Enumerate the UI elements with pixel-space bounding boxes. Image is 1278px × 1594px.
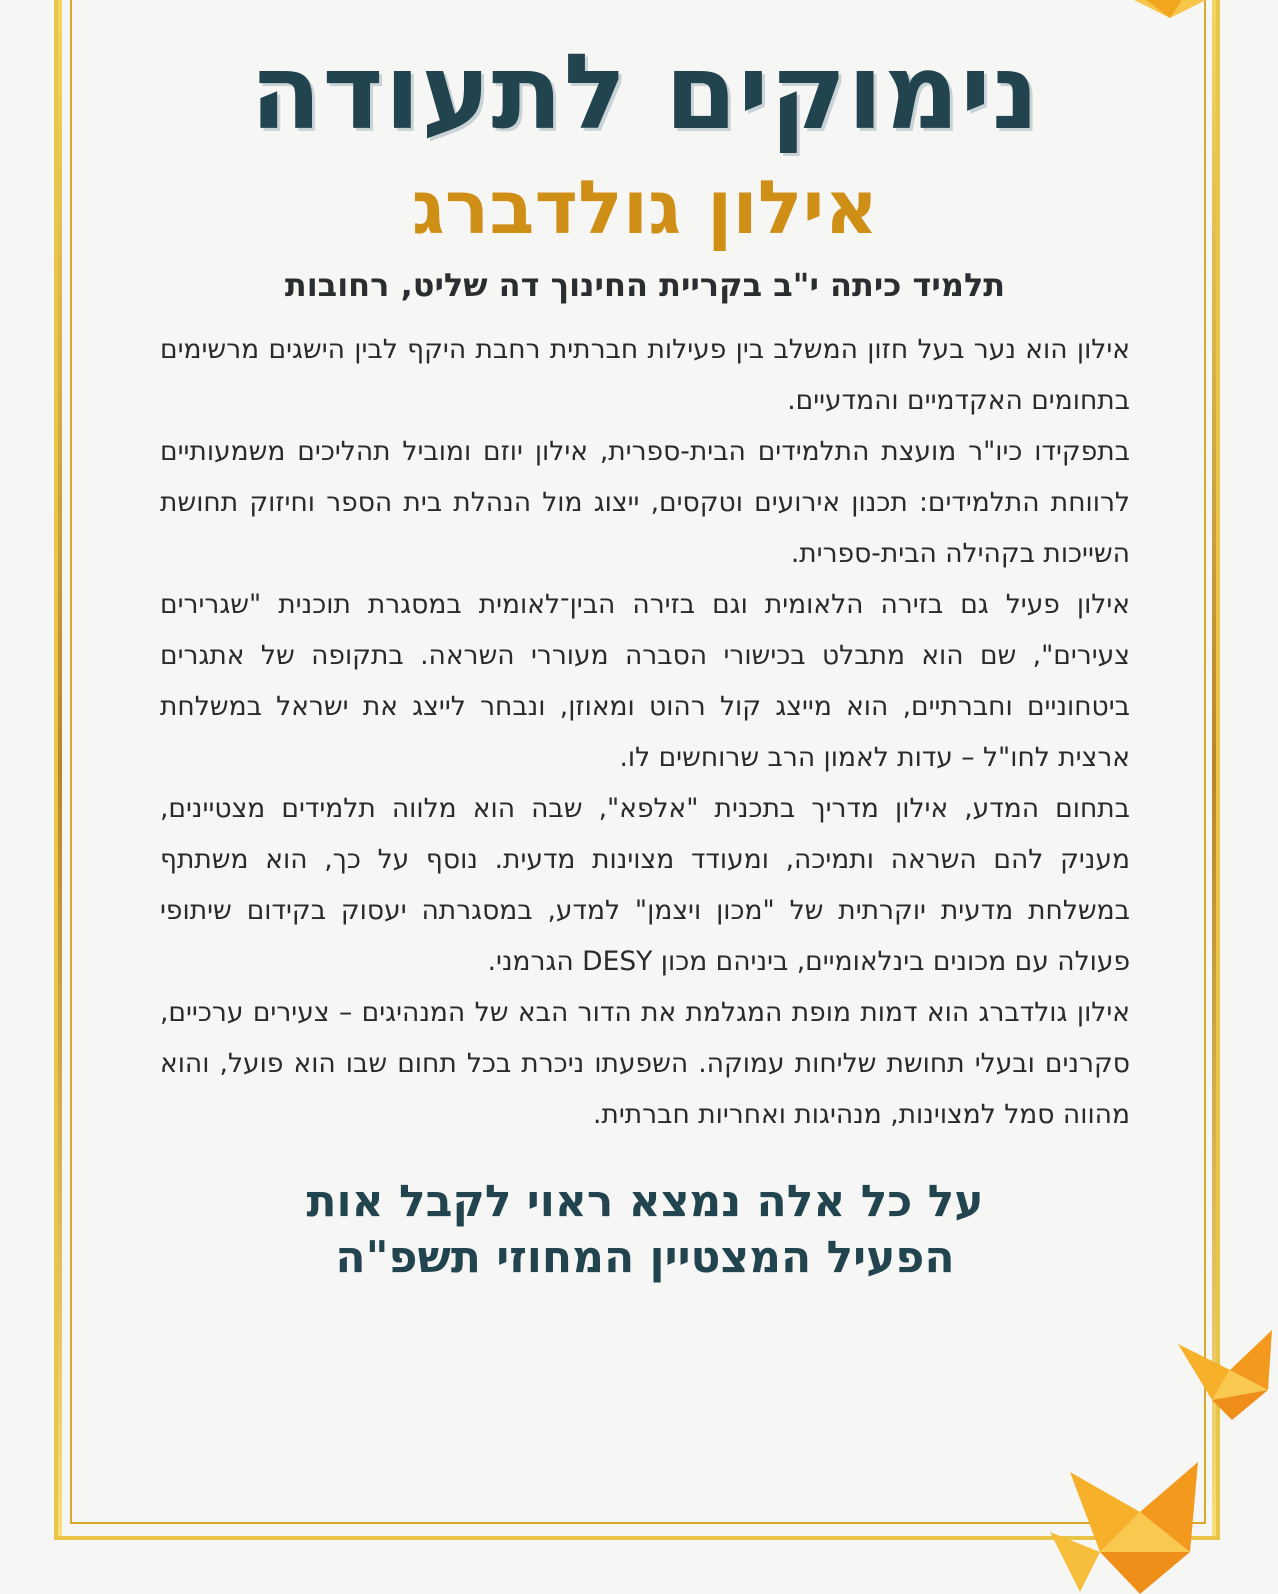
recipient-subtitle: תלמיד כיתה י"ב בקריית החינוך דה שליט, רחובות	[284, 266, 1006, 304]
closing-line-1: על כל אלה נמצא ראוי לקבל אות	[306, 1176, 984, 1227]
frame-shading-left	[58, 0, 62, 1536]
body-paragraph: אילון פעיל גם בזירה הלאומית וגם בזירה הבין־לאומית במסגרת תוכנית "שגרירים צעירים", שם הוא מתבלט בכישורי הסברה מעוררי השראה. בתקופה של אתגרים ביטחוניים וחברתיים, הוא מייצג קול רהוט ומאוזן, ונבחר לייצג את ישראל במשלחת ארצית לחו"ל – עדות לאמון הרב שרוחשים לו.	[160, 589, 1130, 773]
body-paragraph: בתפקידו כיו"ר מועצת התלמידים הבית-ספרית, אילון יוזם ומוביל תהליכים משמעותיים לרווחת התלמידים: תכנון אירועים וטקסים, ייצוג מול הנהלת בית הספר וחיזוק תחושת השייכות בקהילה הבית-ספרית.	[160, 436, 1130, 569]
body-paragraph: אילון הוא נער בעל חזון המשלב בין פעילות חברתית רחבת היקף לבין הישגים מרשימים בתחומים האקדמיים והמדעיים.	[160, 334, 1130, 416]
certificate-body	[150, 324, 1140, 1140]
certificate-content	[150, 30, 1140, 1286]
closing-line-2: הפעיל המצטיין המחוזי תשפ"ה	[335, 1232, 955, 1283]
recipient-name: אילון גולדברג	[411, 165, 879, 251]
certificate-title: נימוקים לתעודה	[249, 31, 1041, 153]
origami-bird-icon	[1172, 1330, 1278, 1422]
origami-bird-icon	[1110, 0, 1230, 28]
body-paragraph: בתחום המדע, אילון מדריך בתכנית "אלפא", שבה הוא מלווה תלמידים מצטיינים, מעניק להם השראה ותמיכה, ומעודד מצוינות מדעית. נוסף על כך, הוא משתתף במשלחת מדעית יוקרתית של "מכון ויצמן" למדע, במסגרתה יעסוק בקידום שיתופי פעולה עם מכונים בינלאומיים, ביניהם מכון DESY הגרמני.	[160, 793, 1130, 977]
body-paragraph: אילון גולדברג הוא דמות מופת המגלמת את הדור הבא של המנהיגים – צעירים ערכיים, סקרנים ובעלי תחושת שליחות עמוקה. השפעתו ניכרת בכל תחום שבו הוא פועל, והוא מהווה סמל למצוינות, מנהיגות ואחריות חברתית.	[160, 997, 1130, 1130]
origami-bird-icon	[1040, 1462, 1200, 1594]
closing-statement	[150, 1174, 1140, 1286]
frame-shading-right	[1212, 0, 1216, 1536]
